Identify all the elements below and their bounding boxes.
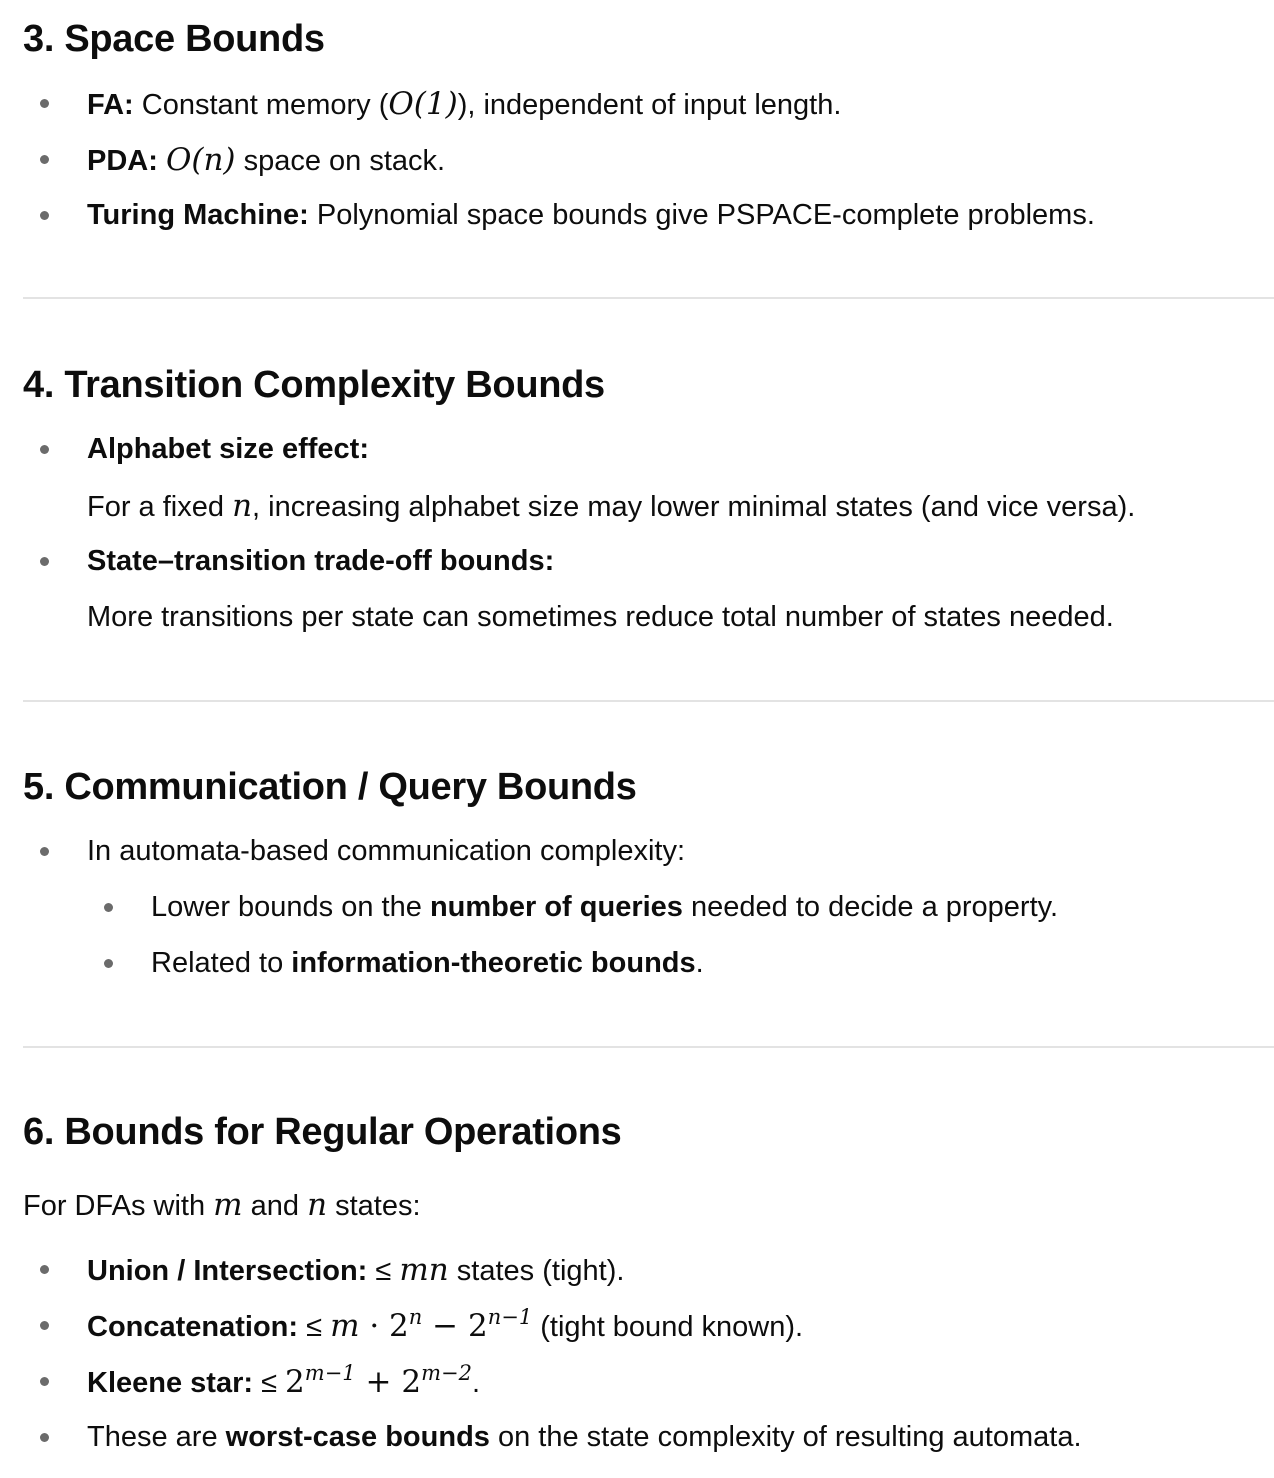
divider bbox=[23, 1046, 1274, 1048]
divider bbox=[23, 700, 1274, 702]
bullet-icon bbox=[40, 1377, 49, 1386]
tradeoff-desc: More transitions per state can sometimes reduce total number of states needed. bbox=[87, 601, 1114, 633]
concat-item: Concatenation: ≤ $m \cdot 2^n - 2^{n-1}$ (tight bound known). bbox=[87, 1305, 804, 1344]
dfa-intro: For DFAs with m and n states: bbox=[23, 1187, 421, 1223]
alphabet-desc: For a fixed n, increasing alphabet size may lower minimal states (and vice versa). bbox=[87, 488, 1136, 524]
fa-item: FA: Constant memory (O(1)), independent of input length. bbox=[87, 86, 842, 122]
worst-case-item: These are worst-case bounds on the state complexity of resulting automata. bbox=[87, 1421, 1082, 1453]
bullet-icon bbox=[40, 1433, 49, 1442]
bullet-icon bbox=[104, 903, 113, 912]
query-sub-2: Related to information-theoretic bounds. bbox=[151, 947, 704, 979]
divider bbox=[23, 297, 1274, 299]
tm-item: Turing Machine: Polynomial space bounds give PSPACE-complete problems. bbox=[87, 199, 1095, 231]
alphabet-label: Alphabet size effect: bbox=[87, 433, 369, 465]
tradeoff-label: State–transition trade-off bounds: bbox=[87, 545, 555, 577]
bullet-icon bbox=[40, 99, 49, 108]
section-4-heading: 4. Transition Complexity Bounds bbox=[23, 364, 605, 406]
query-sub-1: Lower bounds on the number of queries needed to decide a property. bbox=[151, 891, 1059, 923]
section-5-heading: 5. Communication / Query Bounds bbox=[23, 766, 637, 808]
bullet-icon bbox=[40, 445, 49, 454]
pda-item: PDA: O(n) space on stack. bbox=[87, 142, 446, 178]
section-6-heading: 6. Bounds for Regular Operations bbox=[23, 1111, 622, 1153]
section-3-heading: 3. Space Bounds bbox=[23, 18, 325, 60]
kleene-item: Kleene star: ≤ $2^{m-1} + 2^{m-2}$. bbox=[87, 1361, 480, 1400]
bullet-icon bbox=[40, 847, 49, 856]
bullet-icon bbox=[104, 959, 113, 968]
bullet-icon bbox=[40, 211, 49, 220]
bullet-icon bbox=[40, 1321, 49, 1330]
query-intro: In automata-based communication complexity: bbox=[87, 835, 686, 867]
bullet-icon bbox=[40, 1265, 49, 1274]
bullet-icon bbox=[40, 557, 49, 566]
bullet-icon bbox=[40, 155, 49, 164]
union-item: Union / Intersection: ≤ mn states (tight). bbox=[87, 1252, 625, 1288]
